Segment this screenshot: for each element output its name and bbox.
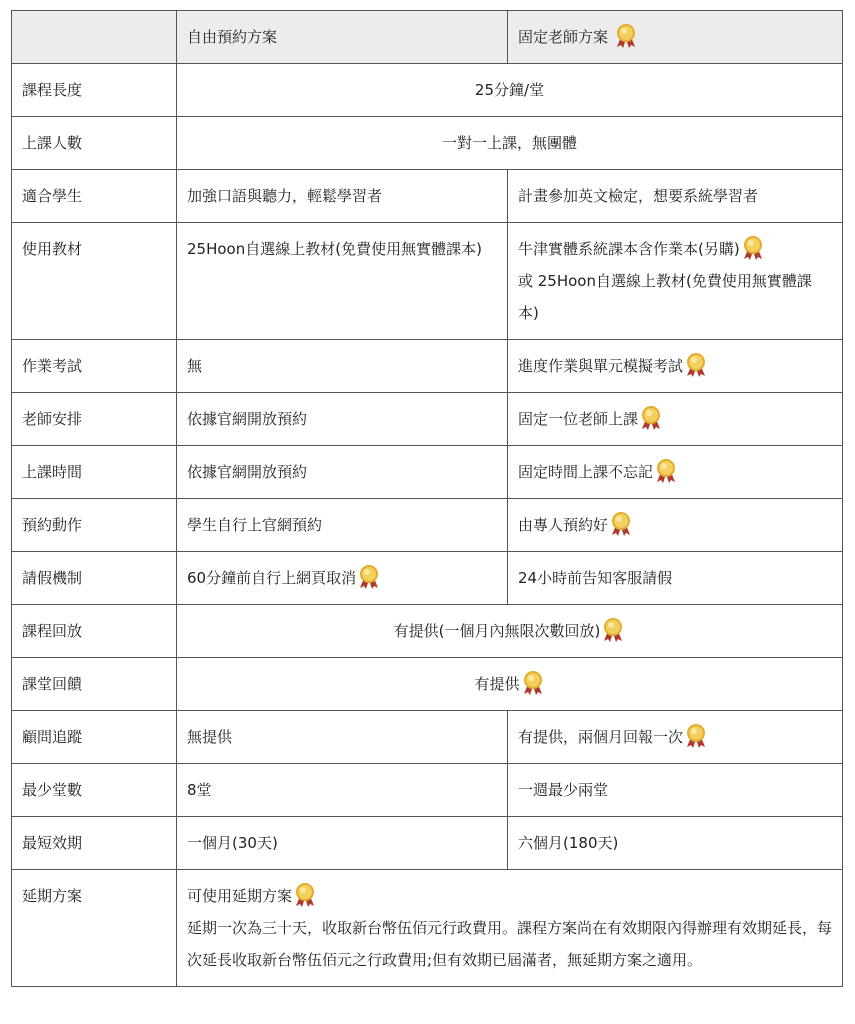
row-value-fixed-text: 有提供，兩個月回報一次 xyxy=(518,728,684,746)
row-label: 上課時間 xyxy=(12,446,177,499)
table-row xyxy=(12,446,843,499)
table-row xyxy=(12,393,843,446)
row-value-free: 加強口語與聽力，輕鬆學習者 xyxy=(177,170,508,223)
row-value-free: 一個月(30天) xyxy=(177,817,508,870)
row-value-fixed xyxy=(508,446,843,499)
row-label: 預約動作 xyxy=(12,499,177,552)
row-label: 作業考試 xyxy=(12,340,177,393)
row-value-fixed: 計畫參加英文檢定，想要系統學習者 xyxy=(508,170,843,223)
row-label: 最短效期 xyxy=(12,817,177,870)
material-online: 或 25Hoon自選線上教材(免費使用無實體課本) xyxy=(518,272,812,322)
row-value-free-text: 60分鐘前自行上網頁取消 xyxy=(187,569,357,587)
row-value-fixed-text: 固定時間上課不忘記 xyxy=(518,463,654,481)
row-value-free: 無 xyxy=(177,340,508,393)
plan-comparison-table xyxy=(11,10,843,987)
row-value-free: 依據官網開放預約 xyxy=(177,393,508,446)
row-value-span-text: 有提供 xyxy=(474,675,520,693)
row-value-span xyxy=(177,605,843,658)
gold-medal-icon xyxy=(601,617,625,643)
table-row xyxy=(12,340,843,393)
row-label: 課堂回饋 xyxy=(12,658,177,711)
gold-medal-icon xyxy=(357,564,381,590)
row-label: 延期方案 xyxy=(12,870,177,987)
row-value-span-text: 有提供(一個月內無限次數回放) xyxy=(393,622,601,640)
row-value-fixed: 六個月(180天) xyxy=(508,817,843,870)
gold-medal-icon xyxy=(741,235,765,261)
gold-medal-icon xyxy=(684,723,708,749)
header-corner-cell xyxy=(12,11,177,64)
row-label: 顧問追蹤 xyxy=(12,711,177,764)
row-value-fixed: 一週最少兩堂 xyxy=(508,764,843,817)
table-row xyxy=(12,870,843,987)
row-label: 最少堂數 xyxy=(12,764,177,817)
row-label: 課程回放 xyxy=(12,605,177,658)
table-row xyxy=(12,64,843,117)
table-row xyxy=(12,711,843,764)
row-value-fixed-text: 進度作業與單元模擬考試 xyxy=(518,357,684,375)
row-value-fixed-text: 由專人預約好 xyxy=(518,516,609,534)
row-label: 使用教材 xyxy=(12,223,177,340)
row-value-free: 依據官網開放預約 xyxy=(177,446,508,499)
gold-medal-icon xyxy=(521,670,545,696)
row-value-fixed xyxy=(508,393,843,446)
gold-medal-icon xyxy=(609,511,633,537)
gold-medal-icon xyxy=(654,458,678,484)
table-row xyxy=(12,170,843,223)
gold-medal-icon xyxy=(614,23,638,49)
row-value-free xyxy=(177,552,508,605)
row-value-span: 一對一上課，無團體 xyxy=(177,117,843,170)
row-value-free: 學生自行上官網預約 xyxy=(177,499,508,552)
row-value-fixed-text: 固定一位老師上課 xyxy=(518,410,639,428)
table-row xyxy=(12,764,843,817)
table-row xyxy=(12,552,843,605)
row-value-free: 25Hoon自選線上教材(免費使用無實體課本) xyxy=(177,223,508,340)
material-oxford: 牛津實體系統課本含作業本(另購) xyxy=(518,240,740,258)
table-row xyxy=(12,223,843,340)
row-value-fixed xyxy=(508,340,843,393)
row-value-span xyxy=(177,870,843,987)
row-value-fixed: 24小時前告知客服請假 xyxy=(508,552,843,605)
table-row xyxy=(12,605,843,658)
gold-medal-icon xyxy=(684,352,708,378)
table-row xyxy=(12,658,843,711)
row-label: 老師安排 xyxy=(12,393,177,446)
row-value-span xyxy=(177,658,843,711)
gold-medal-icon xyxy=(639,405,663,431)
row-label: 上課人數 xyxy=(12,117,177,170)
header-fixed-plan-label: 固定老師方案 xyxy=(518,28,609,46)
row-value-fixed xyxy=(508,711,843,764)
table-header-row xyxy=(12,11,843,64)
header-fixed-plan xyxy=(508,11,843,64)
row-value-free: 8堂 xyxy=(177,764,508,817)
header-free-plan: 自由預約方案 xyxy=(177,11,508,64)
table-row xyxy=(12,817,843,870)
row-value-fixed xyxy=(508,499,843,552)
row-value-fixed xyxy=(508,223,843,340)
extension-details: 延期一次為三十天，收取新台幣伍佰元行政費用。課程方案尚在有效期限內得辦理有效期延長，每次延長收取新台幣伍佰元之行政費用;但有效期已屆滿者，無延期方案之適用。 xyxy=(187,919,833,969)
row-label: 請假機制 xyxy=(12,552,177,605)
extension-available: 可使用延期方案 xyxy=(187,887,293,905)
row-label: 課程長度 xyxy=(12,64,177,117)
gold-medal-icon xyxy=(293,882,317,908)
row-value-free: 無提供 xyxy=(177,711,508,764)
row-value-span: 25分鐘/堂 xyxy=(177,64,843,117)
table-row xyxy=(12,117,843,170)
row-label: 適合學生 xyxy=(12,170,177,223)
table-row xyxy=(12,499,843,552)
